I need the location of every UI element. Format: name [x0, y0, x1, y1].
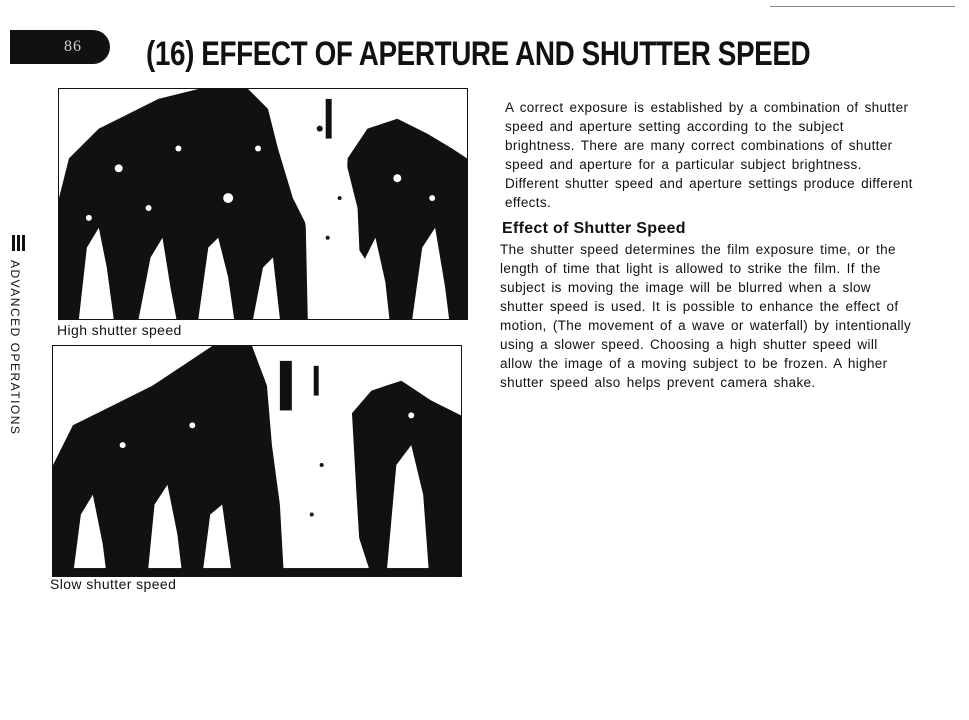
section-subheading: Effect of Shutter Speed	[502, 220, 686, 237]
section-marker-icon	[12, 235, 24, 251]
caption-high-shutter-speed: High shutter speed	[57, 322, 182, 338]
shutter-speed-paragraph: The shutter speed determines the film exposure time, or the length of time that light is allowed to strike the film. If the subject is moving the image will be blurred when a slow shutter speed is used. It is possible to enhance the effect of motion, (The movement of a wave or waterfall) by intentionally using a slower speed. Choosing a high shutter speed will allow the image of a moving subject to be frozen. A higher shutter speed also helps prevent camera shake.	[500, 242, 912, 390]
caption-slow-shutter-speed: Slow shutter speed	[50, 576, 177, 592]
page-number-tab	[10, 30, 110, 64]
page-number: 86	[64, 38, 82, 55]
section-side-label: ADVANCED OPERATIONS	[8, 260, 22, 436]
fountain-photo-high-speed	[58, 88, 468, 320]
top-rule	[770, 6, 955, 7]
intro-paragraph: A correct exposure is established by a combination of shutter speed and aperture setting according to the subject brightness. There are many correct combinations of shutter speed and aperture for a particular subject brightness. Different shutter speed and aperture settings produce different effects.	[505, 100, 913, 210]
page-title: (16) EFFECT OF APERTURE AND SHUTTER SPEED	[146, 35, 811, 73]
fountain-photo-slow-speed	[52, 345, 462, 577]
